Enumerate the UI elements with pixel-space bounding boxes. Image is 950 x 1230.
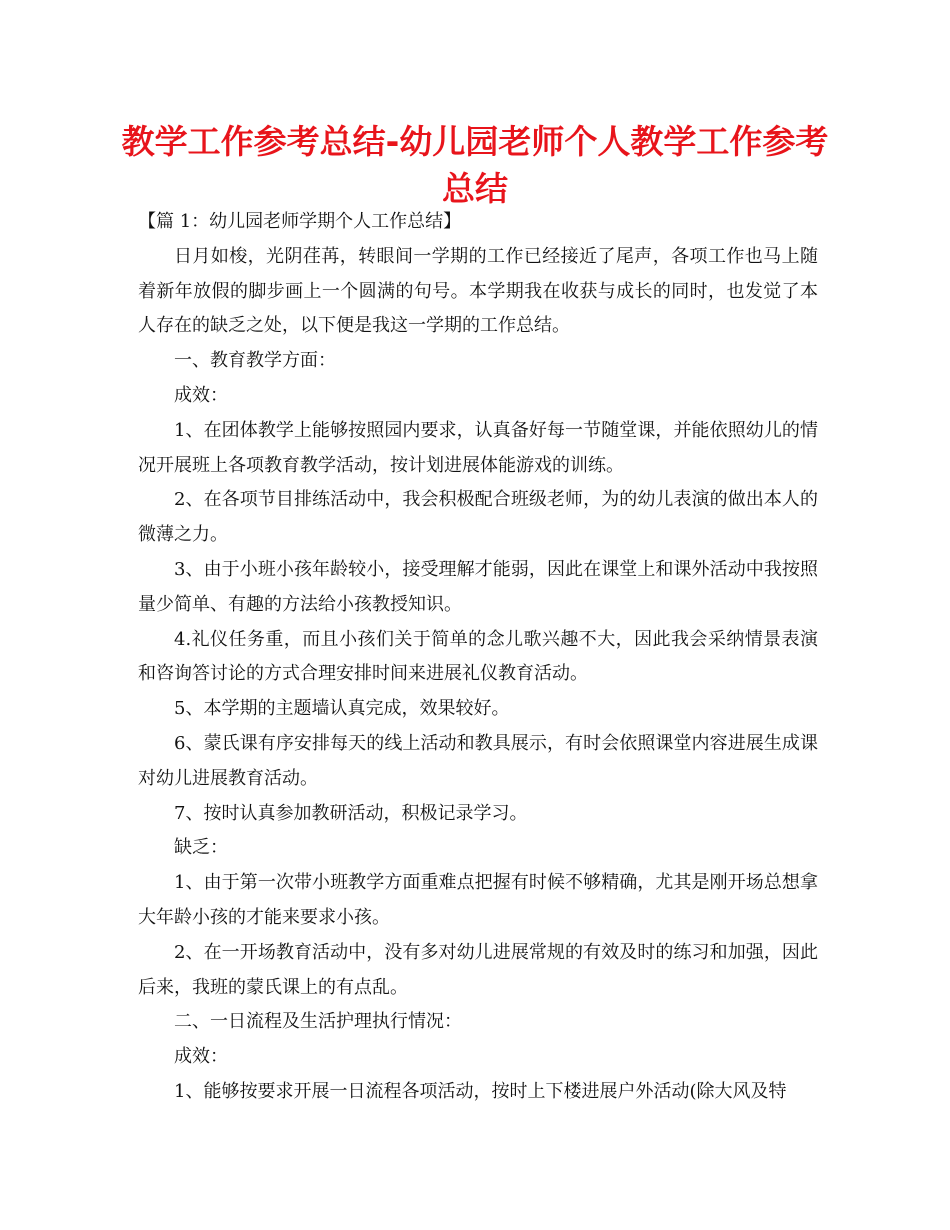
- heading-results-2: 成效：: [174, 1046, 228, 1068]
- paragraph-intro: 日月如梭，光阴荏苒，转眼间一学期的工作已经接近了尾声，各项工作也马上随着新年放假的脚步画上一个圆满的句号。本学期我在收获与成长的同时，也发觉了本人存在的缺乏之处，以下便是我这一学期的工作总结。: [138, 245, 818, 337]
- heading-shortcomings: 缺乏：: [174, 837, 228, 859]
- paragraph-item-1: 1、在团体教学上能够按照园内要求，认真备好每一节随堂课，并能依照幼儿的情况开展班上各项教育教学活动，按计划进展体能游戏的训练。: [138, 419, 818, 476]
- paragraph-item-6: 6、蒙氏课有序安排每天的线上活动和教具展示，有时会依照课堂内容进展生成课对幼儿进展教育活动。: [138, 732, 818, 789]
- paragraph-routine-1: 1、能够按要求开展一日流程各项活动，按时上下楼进展户外活动(除大风及特: [174, 1080, 787, 1102]
- paragraph-shortcoming-2: 2、在一开场教育活动中，没有多对幼儿进展常规的有效及时的练习和加强，因此后来，我班的蒙氏课上的有点乱。: [138, 941, 818, 998]
- section-heading: 【篇 1：幼儿园老师学期个人工作总结】: [138, 211, 462, 232]
- paragraph-item-4: 4.礼仪任务重，而且小孩们关于简单的念儿歌兴趣不大，因此我会采纳情景表演和咨询答讨论的方式合理安排时间来进展礼仪教育活动。: [138, 628, 818, 685]
- document-body: [138, 205, 818, 1110]
- paragraph-item-3: 3、由于小班小孩年龄较小，接受理解才能弱，因此在课堂上和课外活动中我按照量少简单、有趣的方法给小孩教授知识。: [138, 558, 818, 615]
- heading-results: 成效：: [174, 384, 228, 406]
- paragraph-item-7: 7、按时认真参加教研活动，积极记录学习。: [174, 802, 528, 824]
- paragraph-item-5: 5、本学期的主题墙认真完成，效果较好。: [174, 698, 510, 720]
- paragraph-item-2: 2、在各项节目排练活动中，我会积极配合班级老师，为的幼儿表演的做出本人的微薄之力。: [138, 489, 818, 546]
- paragraph-shortcoming-1: 1、由于第一次带小班教学方面重难点把握有时候不够精确，尤其是刚开场总想拿大年龄小孩的才能来要求小孩。: [138, 872, 818, 928]
- document-title: 教学工作参考总结-幼儿园老师个人教学工作参考总结: [121, 122, 829, 208]
- heading-daily-routine: 二、一日流程及生活护理执行情况：: [174, 1011, 462, 1033]
- heading-teaching: 一、教育教学方面：: [174, 350, 336, 372]
